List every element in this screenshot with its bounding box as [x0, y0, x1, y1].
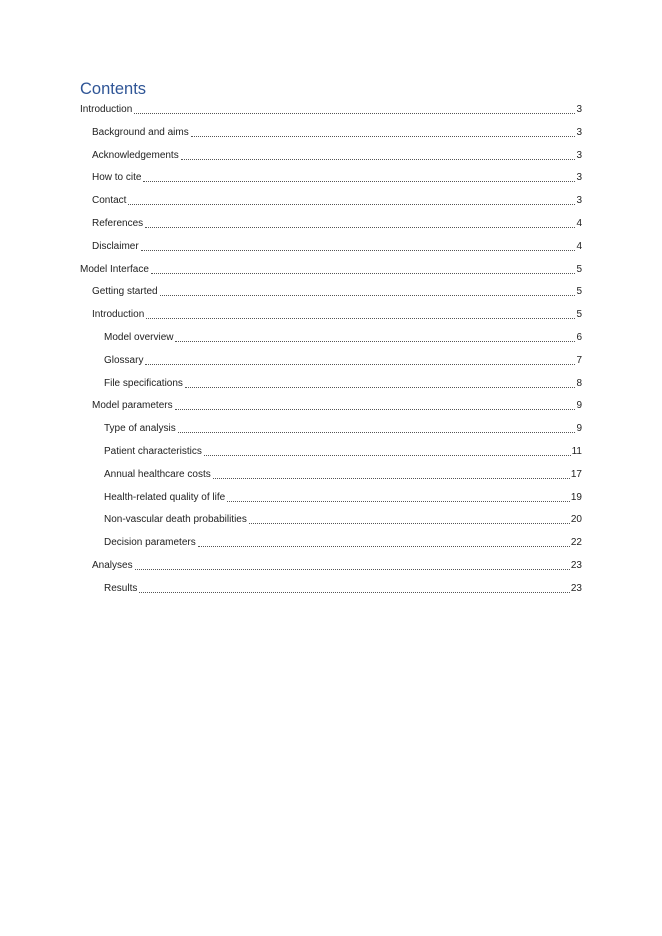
toc-entry[interactable] [92, 147, 582, 163]
toc-dot-leader [145, 354, 575, 368]
toc-entry-title: Non-vascular death probabilities [104, 514, 247, 526]
toc-entry[interactable] [92, 215, 582, 231]
toc-entry-title: Model Interface [80, 263, 149, 275]
toc-dot-leader [191, 126, 576, 140]
toc-dot-leader [249, 513, 570, 527]
toc-entry-page-number: 3 [576, 172, 582, 184]
toc-dot-leader [181, 149, 576, 163]
toc-dot-leader [227, 491, 570, 505]
toc-entry-title: Disclaimer [92, 240, 139, 252]
toc-entry-title: Annual healthcare costs [104, 468, 211, 480]
toc-heading: Contents [80, 80, 147, 98]
toc-entry[interactable] [92, 306, 582, 322]
toc-entry-title: Model overview [104, 332, 174, 343]
toc-entry-title: Results [104, 582, 138, 594]
toc-entry-page-number: 17 [570, 468, 582, 480]
toc-entry-title: Contact [92, 195, 127, 207]
toc-entry-page-number: 5 [576, 309, 582, 321]
toc-dot-leader [204, 445, 571, 459]
toc-entry[interactable] [104, 466, 582, 482]
toc-entry-page-number: 5 [576, 286, 582, 298]
toc-entry[interactable] [92, 192, 582, 208]
toc-entry-page-number: 22 [570, 537, 582, 549]
toc-entry-page-number: 4 [576, 240, 582, 252]
toc-entry-title: Decision parameters [104, 537, 196, 549]
toc-entry-page-number: 7 [576, 354, 582, 366]
toc-entry[interactable] [104, 375, 582, 391]
toc-dot-leader [139, 582, 570, 596]
toc-entry-page-number: 9 [576, 423, 582, 435]
toc-dot-leader [134, 103, 575, 117]
toc-entry-title: Acknowledgements [92, 149, 179, 161]
toc-dot-leader [175, 331, 575, 345]
toc-entry-page-number: 3 [576, 126, 582, 138]
toc-entry[interactable] [92, 238, 582, 254]
toc-entry-page-number: 9 [576, 400, 582, 412]
toc-dot-leader [160, 285, 576, 299]
toc-dot-leader [145, 217, 575, 231]
toc-entry-title: Background and aims [92, 126, 189, 138]
toc-entry[interactable] [104, 329, 582, 345]
toc-dot-leader [135, 559, 570, 573]
toc-entry-page-number: 11 [571, 446, 582, 457]
toc-dot-leader [198, 536, 570, 550]
toc-entry-page-number: 23 [570, 560, 582, 571]
toc-entry[interactable] [104, 534, 582, 550]
toc-dot-leader [175, 399, 576, 413]
toc-dot-leader [213, 468, 570, 482]
toc-entry-title: How to cite [92, 172, 142, 184]
toc-entry[interactable] [92, 124, 582, 140]
toc-dot-leader [146, 308, 575, 322]
toc-entry-title: Introduction [80, 104, 133, 115]
toc-dot-leader [185, 377, 576, 391]
toc-entry-title: Glossary [104, 354, 144, 366]
toc-entry-title: Health-related quality of life [104, 491, 226, 503]
toc-entry-title: References [92, 218, 144, 229]
toc-entry-title: File specifications [104, 377, 183, 389]
toc-entry-page-number: 5 [576, 263, 582, 275]
toc-entry[interactable] [80, 261, 582, 277]
toc-entry[interactable] [104, 489, 582, 505]
toc-dot-leader [178, 422, 576, 436]
toc-entry[interactable] [104, 580, 582, 596]
toc-entry[interactable] [92, 169, 582, 185]
toc-entry-page-number: 20 [570, 514, 582, 526]
toc-entry-page-number: 3 [576, 195, 582, 207]
toc-entry[interactable] [104, 443, 582, 459]
toc-entry[interactable] [104, 352, 582, 368]
toc-entry[interactable] [80, 101, 582, 117]
toc-entry-title: Model parameters [92, 400, 173, 412]
toc-entry-title: Patient characteristics [104, 446, 202, 457]
toc-entry-title: Type of analysis [104, 423, 176, 435]
toc-entry-title: Introduction [92, 309, 145, 321]
toc-entry[interactable] [104, 420, 582, 436]
toc-entry-page-number: 8 [576, 377, 582, 389]
toc-dot-leader [141, 240, 576, 254]
toc-entry-page-number: 3 [576, 104, 582, 115]
toc-dot-leader [128, 194, 575, 208]
toc-entry-page-number: 23 [570, 582, 582, 594]
toc-entry-page-number: 19 [570, 491, 582, 503]
toc-dot-leader [151, 263, 576, 277]
toc-dot-leader [143, 171, 575, 185]
toc-entry[interactable] [92, 283, 582, 299]
toc-entry-title: Analyses [92, 560, 133, 571]
toc-entry-page-number: 6 [576, 332, 582, 343]
toc-entry-page-number: 4 [576, 218, 582, 229]
toc-entry-title: Getting started [92, 286, 158, 298]
toc-entry-page-number: 3 [576, 149, 582, 161]
toc-entry[interactable] [104, 511, 582, 527]
toc-entry[interactable] [92, 397, 582, 413]
toc-entry[interactable] [92, 557, 582, 573]
